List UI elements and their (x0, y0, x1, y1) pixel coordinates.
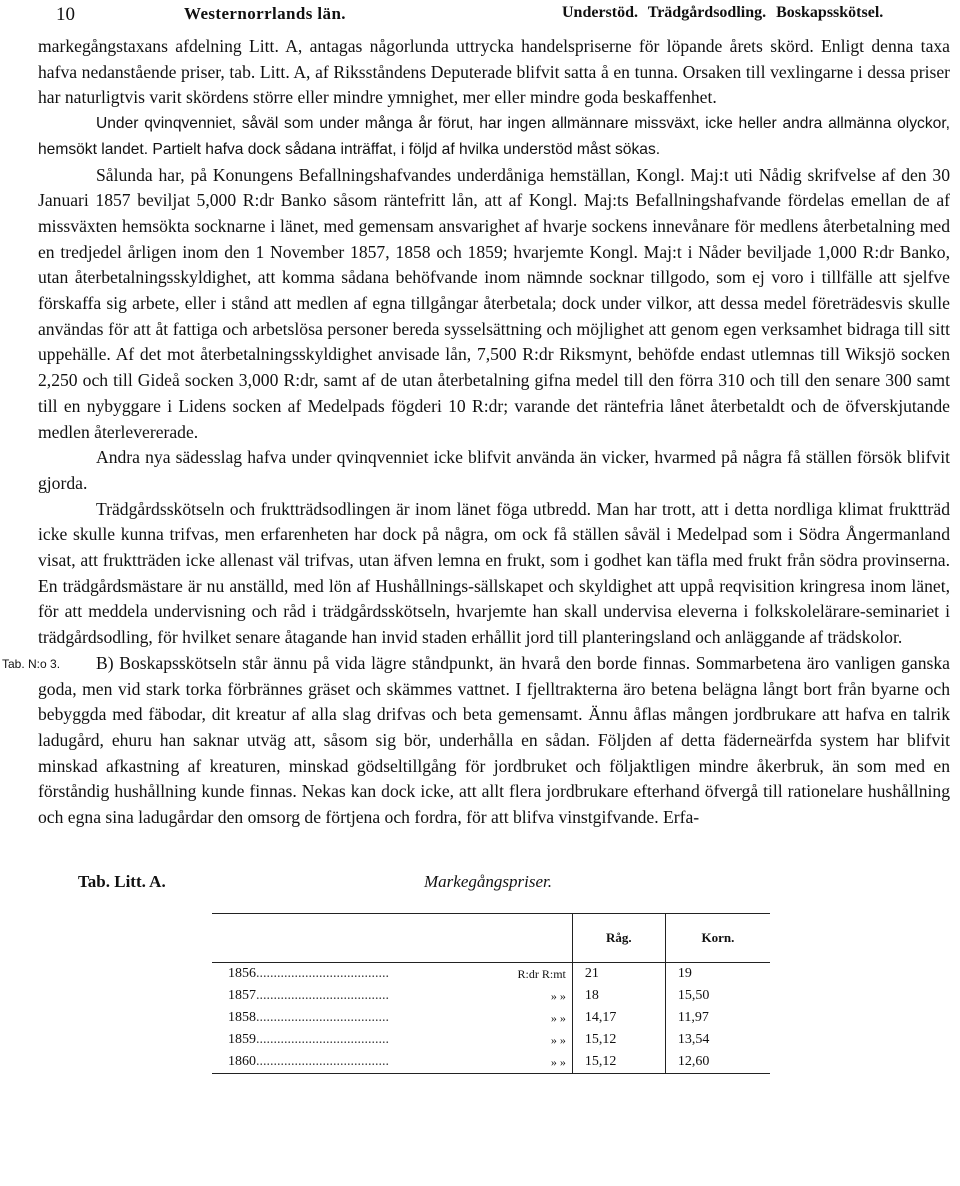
korn-cell: 19 (665, 963, 770, 986)
unit-cell: » » (550, 1010, 566, 1025)
page-number: 10 (56, 4, 75, 25)
table-row: 1860...................................... » » 15,12 12,60 (212, 1051, 770, 1074)
page-header (56, 4, 950, 28)
table-header-row (212, 914, 770, 963)
paragraph-2: Under qvinqvenniet, såväl som under många år förut, har ingen allmännare missväxt, icke heller andra allmänna olyckor, hemsökt landet. Partielt hafva dock sådana inträffat, i följd af hvilka understöd måst sökas. (38, 115, 950, 158)
unit-cell: » » (550, 1032, 566, 1047)
korn-cell: 11,97 (665, 1007, 770, 1029)
margin-note: Tab. N:o 3. (2, 656, 61, 671)
table-row: 1856...................................... R:dr R:mt 21 19 (212, 963, 770, 986)
year-cell: 1858 (228, 1010, 256, 1025)
table-row: 1858...................................... » » 14,17 11,97 (212, 1007, 770, 1029)
paragraph-3: Sålunda har, på Konungens Befallningshafvandes underdåniga hemställan, Kongl. Maj:t uti Nådig skrifvelse af den 30 Januari 1857 beviljat 5,000 R:dr Banko såsom räntefritt lån, att af Kongl. Maj:ts Befallningshafvande fördelas emellan de af missväxten hemsökta socknarne i länet, med gemensam ansvarighet af hvarje sockens innevånare för medlens återbetalning med en tredjedel årligen inom den 1 November 1857, 1858 och 1859; hvarjemte Kongl. Maj:t i Nåder beviljade 1,000 R:dr Banko, utan återbetalningsskyldighet, att komma sådana behöfvande inom nämnde socknar tillgodo, som ej voro i tillfälle att sjelfve förskaffa sig arbete, eller i stånd att medlen af egna tillgångar återbetala; dock under vilkor, att dessa medel företrädesvis skulle användas för att åt fattiga och arbetslösa personer bereda sysselsättning och möjlighet att genom egen verksamhet bidraga till sitt uppehälle. Af det mot återbetalningsskyldighet anvisade lån, 7,500 R:dr Riksmynt, behöfde endast utlemnas till Wiksjö socken 2,250 och till Gideå socken 3,000 R:dr, samt af de utan återbetalning gifna medel till den förra 310 och till den senare 300 samt till en nybyggare i Lidens socken af Medelpads fögderi 10 R:dr; varande det räntefria lånet återbetaldt och de öfverskjutande medlen återlevererade. (38, 164, 950, 442)
paragraph-5: Trädgårdsskötseln och fruktträdsodlingen är inom länet föga utbredd. Man har trott, att i detta nordliga klimat fruktträd icke skulle kunna trifvas, men erfarenheten har dock på några, om ock få ställen såväl i Medelpad som i Södra Ångermanland visat, att fruktträden icke allenast väl trifvas, utan äfven lemna en frukt, som i godhet kan täfla med frukt från södra provinserna. En trädgårdsmästare är nu anställd, med lön af Hushållnings-sällskapet och skyldighet att uppå reqvisition kringresa inom länet, för att meddela undervisning och råd i trädgårdsskötseln, hvarjemte han skall undervisa eleverna i folkskolelärare-seminariet i trädgårdsodling, för hvilket senare åtagande han invid staden erhållit jord till planteringsland och anläggande af trädskolor. (38, 498, 950, 648)
table-row: 1859...................................... » » 15,12 13,54 (212, 1029, 770, 1051)
section-headings: Understöd. Trädgårdsodling. Boskapsskötsel. (562, 4, 884, 21)
korn-cell: 15,50 (665, 985, 770, 1007)
header-korn: Korn. (665, 914, 770, 963)
rag-cell: 15,12 (572, 1029, 665, 1051)
body-text (2, 34, 950, 831)
paragraph-1: markegångstaxans afdelning Litt. A, antagas någorlunda uttrycka handelspriserne för löpande årets skörd. Enligt denna taxa hafva nedanstående priser, tab. Litt. A, af Riksståndens Deputerade blifvit satta å en tunna. Orsaken till vexlingarne i dessa priser har naturligtvis varit skördens större eller mindre ymnighet, mer eller mindre goda beskaffenhet. (38, 36, 950, 108)
rag-cell: 21 (572, 963, 665, 986)
paragraph-6: B) Boskapsskötseln står ännu på vida lägre ståndpunkt, än hvarå den borde finnas. Sommarbetena äro vanligen ganska goda, men vid stark torka förbrännes gräset och skämmes vattnet. I fjelltrakterna äro betena belägna långt bort från byarne och bebyggda med fäbodar, dit kreatur af alla slag drifvas och beta gemensamt. Ännu åflas mången jordbrukare att hafva en talrik ladugård, ehuru han saknar utväg att, såsom sig bör, underhålla en sådan. Följden af detta fäderneärfda system har blifvit minskad afkastning af kreaturen, minskad gödseltillgång för jordbruket och följaktligen mindre åkerbruk, än som med en förståndig hushållning kunde finnas. Nekas kan dock icke, att allt flera jordbrukare efterhand öfvergå till rationelare hushållning och egna sina ladugårdar den omsorg de förtjena och fordra, för att blifva vinstgifvande. Erfa- (38, 652, 950, 828)
header-rag: Råg. (572, 914, 665, 963)
paragraph-4: Andra nya sädesslag hafva under qvinqvenniet icke blifvit använda än vicker, hvarmed på några få ställen försök blifvit gjorda. (38, 447, 950, 493)
rag-cell: 15,12 (572, 1051, 665, 1074)
table-title: Markegångspriser. (424, 872, 552, 891)
unit-cell: » » (491, 1051, 572, 1074)
table-row: 1857...................................... » » 18 15,50 (212, 985, 770, 1007)
korn-cell: 13,54 (665, 1029, 770, 1051)
year-cell: 1856 (228, 966, 256, 981)
year-cell: 1860 (228, 1054, 256, 1069)
rag-cell: 18 (572, 985, 665, 1007)
unit-cell: » » (550, 988, 566, 1003)
rag-cell: 14,17 (572, 1007, 665, 1029)
unit-cell: R:dr R:mt (517, 966, 566, 981)
table-reference: Tab. Litt. A. (78, 872, 166, 891)
price-table (212, 913, 770, 1074)
running-title: Westernorrlands län. (184, 4, 346, 23)
year-cell: 1859 (228, 1032, 256, 1047)
year-cell: 1857 (228, 988, 256, 1003)
korn-cell: 12,60 (665, 1051, 770, 1074)
